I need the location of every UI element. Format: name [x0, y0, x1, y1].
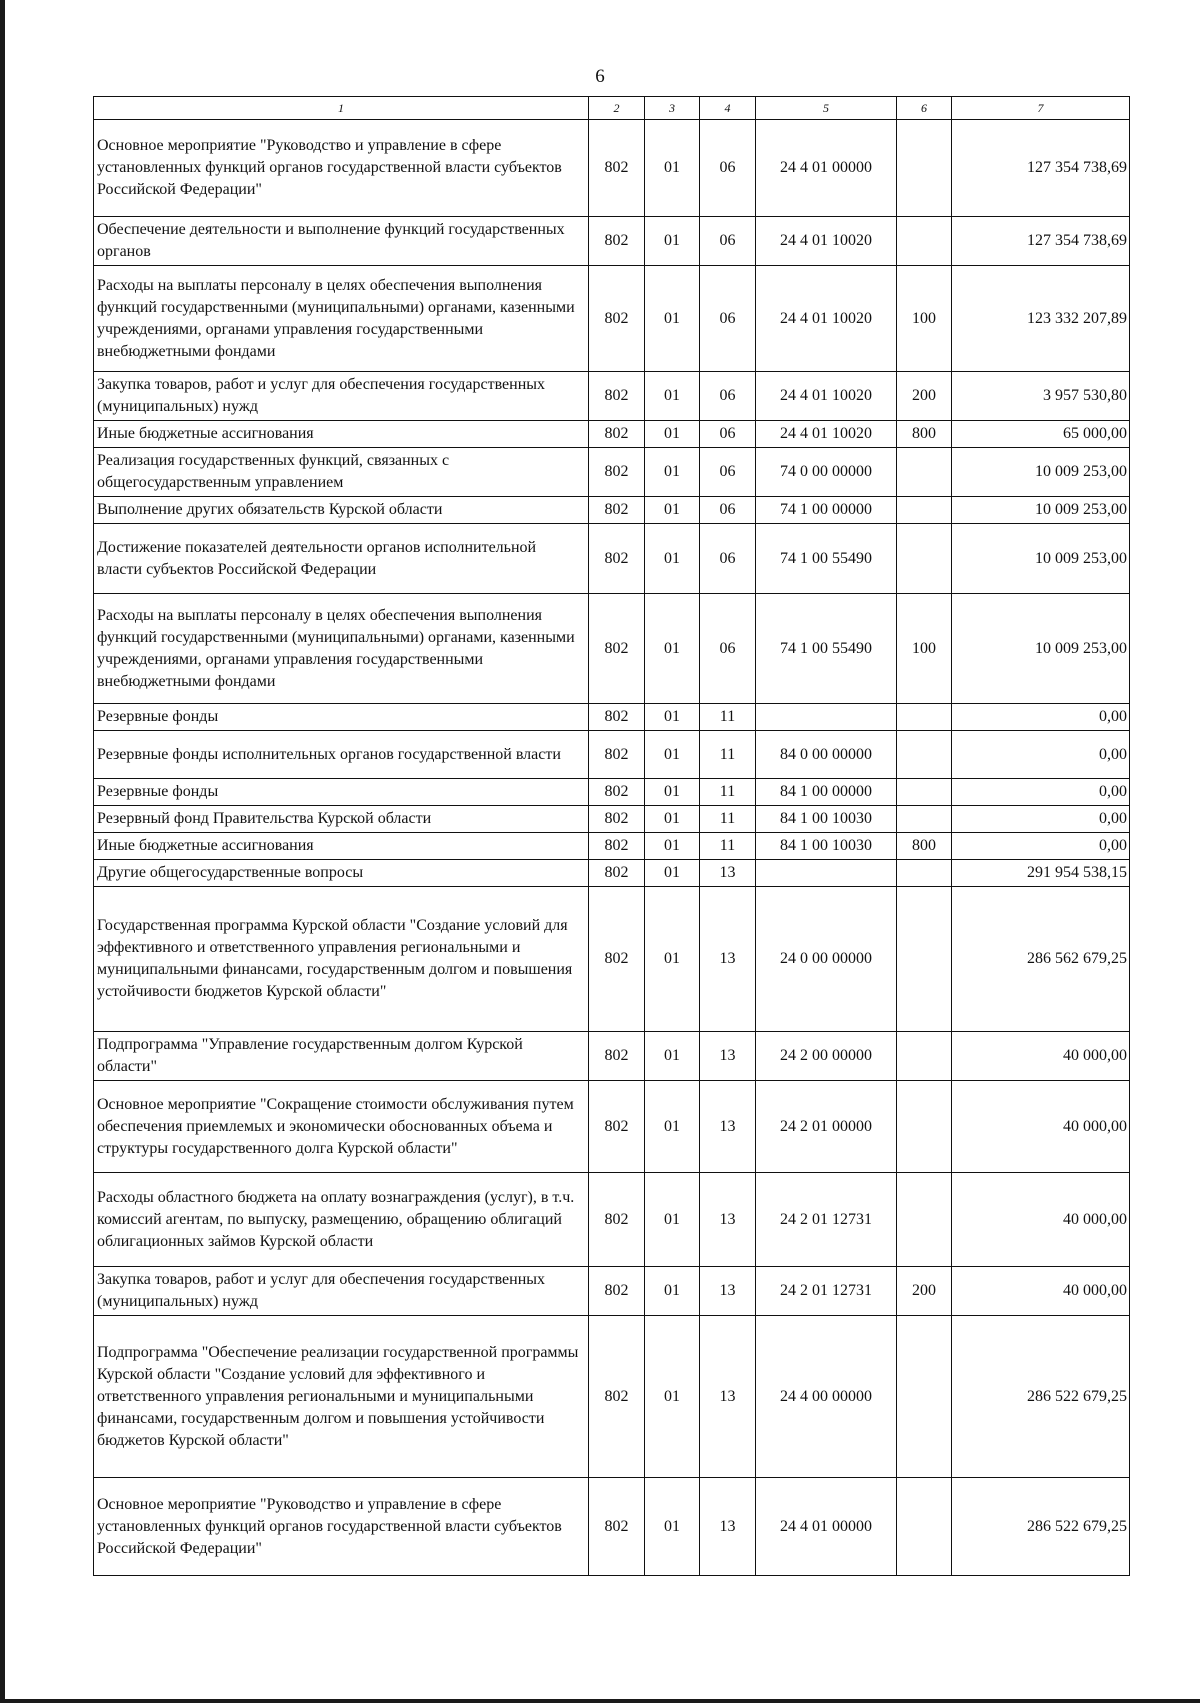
row-name: Основное мероприятие "Руководство и управление в сфере установленных функций органов государственной власти субъектов Российской Федерации" [94, 1478, 589, 1576]
row-admin-code: 802 [589, 421, 645, 448]
row-subsection: 06 [700, 421, 756, 448]
row-admin-code: 802 [589, 266, 645, 372]
row-target-article: 24 4 01 00000 [756, 1478, 897, 1576]
row-subsection: 11 [700, 833, 756, 860]
row-amount: 286 562 679,25 [952, 887, 1130, 1032]
row-target-article: 74 1 00 00000 [756, 497, 897, 524]
table-row [94, 1316, 1130, 1478]
row-name: Расходы на выплаты персоналу в целях обеспечения выполнения функций государственными (муниципальными) органами, казенными учреждениями, органами управления государственными внебюджетными фондами [94, 266, 589, 372]
row-subsection: 11 [700, 806, 756, 833]
row-admin-code: 802 [589, 1081, 645, 1173]
row-section: 01 [645, 833, 700, 860]
row-admin-code: 802 [589, 1478, 645, 1576]
row-amount: 40 000,00 [952, 1173, 1130, 1267]
row-name: Государственная программа Курской области "Создание условий для эффективного и ответственного управления региональными и муниципальными финансами, государственным долгом и повышения устойчивости бюджетов Курской области" [94, 887, 589, 1032]
row-section: 01 [645, 1267, 700, 1316]
row-target-article: 24 0 00 00000 [756, 887, 897, 1032]
row-target-article: 24 4 01 10020 [756, 372, 897, 421]
table-row [94, 120, 1130, 217]
table-row [94, 1081, 1130, 1173]
row-expense-type [897, 1081, 952, 1173]
row-admin-code: 802 [589, 1316, 645, 1478]
row-name: Резервные фонды [94, 704, 589, 731]
row-expense-type: 100 [897, 266, 952, 372]
col-header-7: 7 [952, 97, 1130, 120]
table-row [94, 217, 1130, 266]
col-header-4: 4 [700, 97, 756, 120]
row-section: 01 [645, 217, 700, 266]
table-row [94, 887, 1130, 1032]
row-section: 01 [645, 120, 700, 217]
row-subsection: 11 [700, 731, 756, 779]
row-expense-type [897, 860, 952, 887]
row-section: 01 [645, 1316, 700, 1478]
row-admin-code: 802 [589, 448, 645, 497]
row-target-article: 84 0 00 00000 [756, 731, 897, 779]
row-subsection: 13 [700, 860, 756, 887]
row-admin-code: 802 [589, 1267, 645, 1316]
row-section: 01 [645, 266, 700, 372]
row-amount: 127 354 738,69 [952, 217, 1130, 266]
row-name: Другие общегосударственные вопросы [94, 860, 589, 887]
row-target-article [756, 860, 897, 887]
row-expense-type [897, 704, 952, 731]
page-number: 6 [595, 66, 605, 87]
col-header-3: 3 [645, 97, 700, 120]
row-section: 01 [645, 731, 700, 779]
row-name: Основное мероприятие "Сокращение стоимости обслуживания путем обеспечения приемлемых и экономически обоснованных объема и структуры государственного долга Курской области" [94, 1081, 589, 1173]
col-header-2: 2 [589, 97, 645, 120]
row-target-article: 24 4 01 10020 [756, 421, 897, 448]
row-amount: 10 009 253,00 [952, 497, 1130, 524]
row-expense-type [897, 120, 952, 217]
row-admin-code: 802 [589, 594, 645, 704]
row-section: 01 [645, 860, 700, 887]
row-name: Резервные фонды исполнительных органов государственной власти [94, 731, 589, 779]
row-section: 01 [645, 704, 700, 731]
row-section: 01 [645, 497, 700, 524]
row-target-article: 24 4 01 10020 [756, 266, 897, 372]
row-amount: 40 000,00 [952, 1032, 1130, 1081]
row-target-article: 24 2 01 12731 [756, 1267, 897, 1316]
row-target-article: 24 2 01 12731 [756, 1173, 897, 1267]
table-row [94, 779, 1130, 806]
row-name: Иные бюджетные ассигнования [94, 833, 589, 860]
row-section: 01 [645, 1081, 700, 1173]
row-name: Подпрограмма "Обеспечение реализации государственной программы Курской области "Создание условий для эффективного и ответственного управления региональными и муниципальными финансами, государственным долгом и повышения устойчивости бюджетов Курской области" [94, 1316, 589, 1478]
row-subsection: 06 [700, 594, 756, 704]
row-admin-code: 802 [589, 372, 645, 421]
row-amount: 0,00 [952, 779, 1130, 806]
row-target-article: 24 4 00 00000 [756, 1316, 897, 1478]
row-amount: 291 954 538,15 [952, 860, 1130, 887]
row-subsection: 06 [700, 120, 756, 217]
row-amount: 40 000,00 [952, 1267, 1130, 1316]
row-amount: 123 332 207,89 [952, 266, 1130, 372]
table-row [94, 833, 1130, 860]
row-admin-code: 802 [589, 731, 645, 779]
row-subsection: 06 [700, 372, 756, 421]
row-section: 01 [645, 887, 700, 1032]
row-amount: 0,00 [952, 731, 1130, 779]
row-name: Расходы на выплаты персоналу в целях обеспечения выполнения функций государственными (муниципальными) органами, казенными учреждениями, органами управления государственными внебюджетными фондами [94, 594, 589, 704]
table-row [94, 372, 1130, 421]
row-admin-code: 802 [589, 1032, 645, 1081]
row-expense-type [897, 524, 952, 594]
row-amount: 10 009 253,00 [952, 524, 1130, 594]
row-subsection: 11 [700, 704, 756, 731]
row-target-article: 74 0 00 00000 [756, 448, 897, 497]
row-name: Реализация государственных функций, связанных с общегосударственным управлением [94, 448, 589, 497]
row-name: Обеспечение деятельности и выполнение функций государственных органов [94, 217, 589, 266]
row-name: Закупка товаров, работ и услуг для обеспечения государственных (муниципальных) нужд [94, 372, 589, 421]
table-row [94, 524, 1130, 594]
row-amount: 0,00 [952, 704, 1130, 731]
header-row [94, 97, 1130, 120]
row-amount: 10 009 253,00 [952, 448, 1130, 497]
row-expense-type [897, 1173, 952, 1267]
table-row [94, 1267, 1130, 1316]
row-name: Иные бюджетные ассигнования [94, 421, 589, 448]
row-section: 01 [645, 594, 700, 704]
row-expense-type [897, 806, 952, 833]
col-header-1: 1 [94, 97, 589, 120]
row-admin-code: 802 [589, 497, 645, 524]
row-amount: 0,00 [952, 806, 1130, 833]
row-amount: 286 522 679,25 [952, 1316, 1130, 1478]
row-expense-type [897, 887, 952, 1032]
row-target-article: 24 2 00 00000 [756, 1032, 897, 1081]
row-subsection: 11 [700, 779, 756, 806]
row-expense-type: 800 [897, 833, 952, 860]
row-subsection: 13 [700, 1173, 756, 1267]
table-row [94, 704, 1130, 731]
row-admin-code: 802 [589, 704, 645, 731]
table-row [94, 860, 1130, 887]
table-row [94, 731, 1130, 779]
row-amount: 10 009 253,00 [952, 594, 1130, 704]
row-subsection: 06 [700, 266, 756, 372]
row-subsection: 13 [700, 1081, 756, 1173]
row-expense-type [897, 1032, 952, 1081]
row-section: 01 [645, 421, 700, 448]
row-target-article: 24 4 01 10020 [756, 217, 897, 266]
row-amount: 3 957 530,80 [952, 372, 1130, 421]
row-subsection: 06 [700, 497, 756, 524]
table-row [94, 421, 1130, 448]
row-name: Подпрограмма "Управление государственным долгом Курской области" [94, 1032, 589, 1081]
table-row [94, 448, 1130, 497]
col-header-6: 6 [897, 97, 952, 120]
row-admin-code: 802 [589, 1173, 645, 1267]
row-target-article: 84 1 00 10030 [756, 833, 897, 860]
row-subsection: 13 [700, 887, 756, 1032]
row-name: Закупка товаров, работ и услуг для обеспечения государственных (муниципальных) нужд [94, 1267, 589, 1316]
row-admin-code: 802 [589, 860, 645, 887]
table-row [94, 1173, 1130, 1267]
budget-table [93, 96, 1130, 1576]
table-row [94, 266, 1130, 372]
row-expense-type [897, 217, 952, 266]
row-expense-type: 200 [897, 1267, 952, 1316]
scan-edge-left [0, 0, 5, 1703]
row-section: 01 [645, 779, 700, 806]
row-admin-code: 802 [589, 806, 645, 833]
row-expense-type [897, 1478, 952, 1576]
row-name: Выполнение других обязательств Курской области [94, 497, 589, 524]
row-expense-type [897, 497, 952, 524]
row-admin-code: 802 [589, 779, 645, 806]
row-amount: 65 000,00 [952, 421, 1130, 448]
row-section: 01 [645, 448, 700, 497]
row-target-article: 84 1 00 00000 [756, 779, 897, 806]
row-amount: 0,00 [952, 833, 1130, 860]
row-admin-code: 802 [589, 524, 645, 594]
row-target-article: 24 2 01 00000 [756, 1081, 897, 1173]
table-row [94, 1478, 1130, 1576]
table-row [94, 497, 1130, 524]
row-name: Основное мероприятие "Руководство и управление в сфере установленных функций органов государственной власти субъектов Российской Федерации" [94, 120, 589, 217]
row-subsection: 06 [700, 217, 756, 266]
row-expense-type: 100 [897, 594, 952, 704]
row-subsection: 13 [700, 1478, 756, 1576]
row-expense-type [897, 731, 952, 779]
row-amount: 286 522 679,25 [952, 1478, 1130, 1576]
row-section: 01 [645, 524, 700, 594]
row-subsection: 13 [700, 1316, 756, 1478]
row-expense-type [897, 1316, 952, 1478]
row-amount: 40 000,00 [952, 1081, 1130, 1173]
scan-edge-bottom [0, 1699, 1200, 1703]
row-expense-type [897, 779, 952, 806]
row-name: Расходы областного бюджета на оплату вознаграждения (услуг), в т.ч. комиссий агентам, по выпуску, размещению, обращению облигаций облигационных займов Курской области [94, 1173, 589, 1267]
row-name: Достижение показателей деятельности органов исполнительной власти субъектов Российской Федерации [94, 524, 589, 594]
table-row [94, 594, 1130, 704]
row-target-article: 74 1 00 55490 [756, 594, 897, 704]
row-section: 01 [645, 806, 700, 833]
row-section: 01 [645, 1032, 700, 1081]
table-row [94, 1032, 1130, 1081]
row-admin-code: 802 [589, 833, 645, 860]
row-expense-type: 200 [897, 372, 952, 421]
row-admin-code: 802 [589, 217, 645, 266]
row-admin-code: 802 [589, 887, 645, 1032]
row-name: Резервный фонд Правительства Курской области [94, 806, 589, 833]
row-admin-code: 802 [589, 120, 645, 217]
row-name: Резервные фонды [94, 779, 589, 806]
row-subsection: 13 [700, 1032, 756, 1081]
row-section: 01 [645, 1478, 700, 1576]
row-section: 01 [645, 372, 700, 421]
row-target-article: 74 1 00 55490 [756, 524, 897, 594]
table-row [94, 806, 1130, 833]
row-target-article [756, 704, 897, 731]
row-subsection: 06 [700, 524, 756, 594]
row-target-article: 84 1 00 10030 [756, 806, 897, 833]
row-amount: 127 354 738,69 [952, 120, 1130, 217]
col-header-5: 5 [756, 97, 897, 120]
row-subsection: 06 [700, 448, 756, 497]
row-expense-type [897, 448, 952, 497]
row-subsection: 13 [700, 1267, 756, 1316]
row-section: 01 [645, 1173, 700, 1267]
row-expense-type: 800 [897, 421, 952, 448]
row-target-article: 24 4 01 00000 [756, 120, 897, 217]
